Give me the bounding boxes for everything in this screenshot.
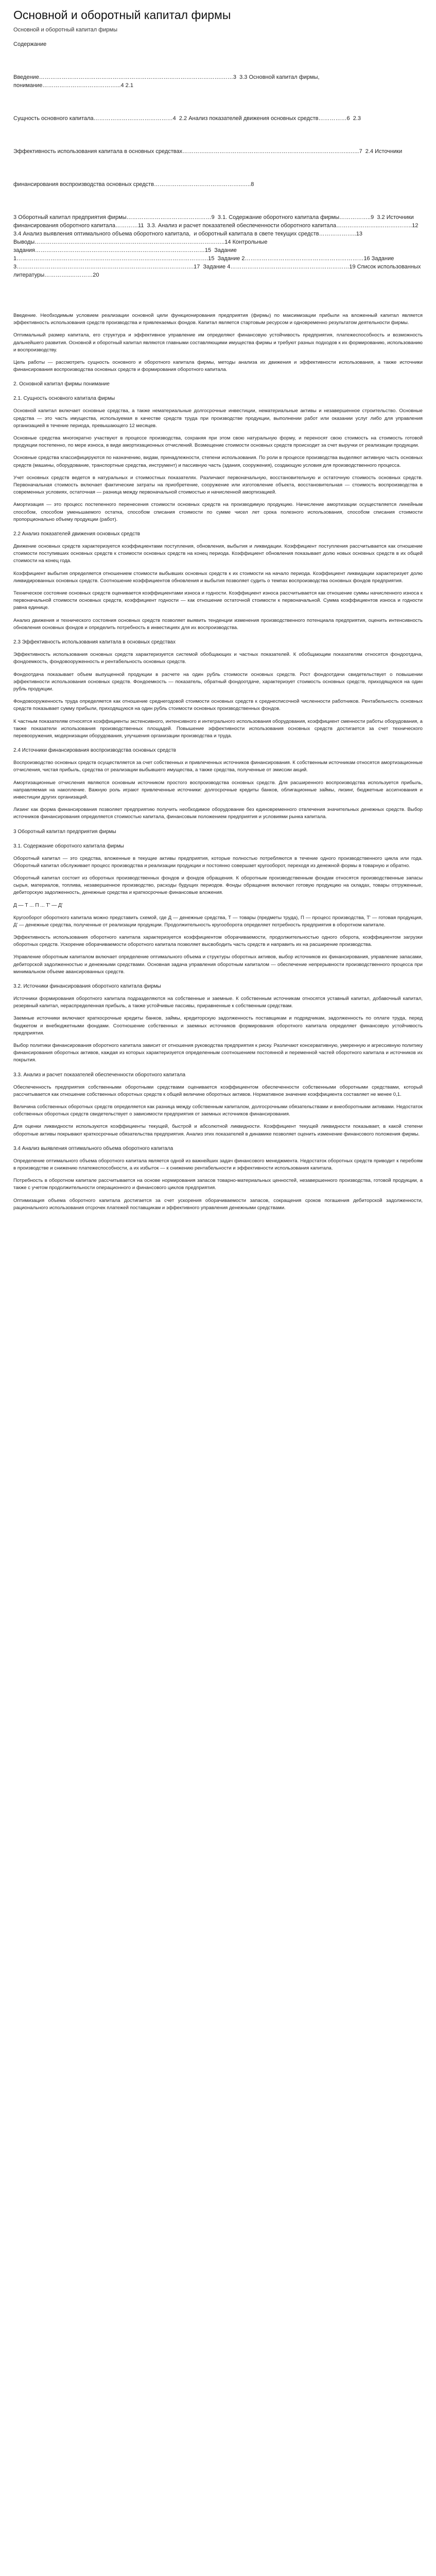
- paragraph: Оборотный капитал — это средства, вложенные в текущие активы предприятия, которые полностью потребляются в течение одного производственного цикла или года. Оборотный капитал обслуживает процесс производства и реализации продукции и постоянно совершает кругооборот, переходя из денежной формы в товарную и обратно.: [13, 855, 423, 869]
- paragraph: Для оценки ликвидности используются коэффициенты текущей, быстрой и абсолютной ликвидности. Коэффициент текущей ликвидности показывает, в какой степени оборотные активы покрывают краткосрочные обязательства предприятия. Анализ этих показателей в динамике позволяет оценить изменение финансового положения фирмы.: [13, 1124, 423, 1137]
- paragraph: Основные средства классифицируются по назначению, видам, принадлежности, степени использования. По роли в процессе производства выделяют активную часть основных средств (машины, оборудование, транспортные средства, инструмент) и пассивную часть (здания, сооружения), создающую условия для производственного процесса.: [13, 455, 423, 468]
- paragraph: Учет основных средств ведется в натуральных и стоимостных показателях. Различают первоначальную, восстановительную и остаточную стоимость основных средств. Первоначальная стоимость включает фактические затраты на приобретение, сооружение или изготовление объекта, восстановительная — стоимость воспроизводства в современных условиях, остаточная — разница между первоначальной стоимостью и начисленной амортизацией.: [13, 474, 423, 496]
- paragraph: Оптимальный размер капитала, его структура и эффективное управление им определяют финансовую устойчивость предприятия, платежеспособность и возможность дальнейшего развития. Основной и оборотный капитал являются главными составляющими имущества фирмы и требуют разных подходов к их формированию, использованию и воспроизводству.: [13, 332, 423, 353]
- paragraph: Величина собственных оборотных средств определяется как разница между собственным капиталом, долгосрочными обязательствами и внеоборотными активами. Недостаток собственных оборотных средств свидетельствует о зависимости предприятия от заемных источников финансирования.: [13, 1104, 423, 1117]
- paragraph: Введение. Необходимым условием реализации основной цели функционирования предприятия (фирмы) по максимизации прибыли на вложенный капитал является эффективность использования средств производства и привлекаемых фондов. Капитал является стартовым ресурсом и одновременно результатом деятельности фирмы.: [13, 313, 423, 326]
- paragraph: Цель работы — рассмотреть сущность основного и оборотного капитала фирмы, методы анализа их движения и эффективности использования, а также источники финансирования воспроизводства основных средств и формирования оборотного капитала.: [13, 360, 423, 373]
- toc-line: Эффективность использования капитала в основных средствах…………..………………………………………………….……………..…...7 2.4 Источники: [13, 148, 403, 155]
- paragraph: Определение оптимального объема оборотного капитала является одной из важнейших задач финансового менеджмента. Недостаток оборотных средств приводит к перебоям в производстве и снижению платежеспособности, а их избыток — к снижению рентабельности и эффективности использования капитала.: [13, 1158, 423, 1172]
- paragraph: Движение основных средств характеризуется коэффициентами поступления, обновления, выбытия и ликвидации. Коэффициент поступления рассчитывается как отношение стоимости поступивших основных средств к стоимости основных средств на конец периода. Коэффициент обновления показывает долю новых основных средств в их общей стоимости на конец года.: [13, 544, 423, 564]
- formula: Д — Т ... П ... Т' — Д': [13, 902, 63, 908]
- section-heading: 3.1. Содержание оборотного капитала фирмы: [13, 843, 124, 849]
- toc-line: Сущность основного капитала……………………………………4 2.2 Анализ показателей движения основных средств……………6 2.3: [13, 115, 361, 122]
- paragraph: Обеспеченность предприятия собственными оборотными средствами оценивается коэффициентом обеспеченности собственными оборотными средствами, который рассчитывается как отношение собственных оборотных средств к общей величине оборотных активов. Нормативное значение коэффициента составляет не менее 0,1.: [13, 1084, 423, 1097]
- paragraph: Выбор политики финансирования оборотного капитала зависит от отношения руководства предприятия к риску. Различают консервативную, умеренную и агрессивную политику финансирования оборотных активов, каждая из которых характеризуется определенным соотношением постоянной и переменной частей оборотного капитала и источников их покрытия.: [13, 1043, 423, 1063]
- paragraph: Основной капитал включает основные средства, а также нематериальные долгосрочные инвестиции, нематериальные активы и незавершенное строительство. Основные средства — это часть имущества, используемая в качестве средств труда при производстве продукции, выполнении работ или оказании услуг либо для управления организацией в течение периода, превышающего 12 месяцев.: [13, 408, 423, 429]
- paragraph: Техническое состояние основных средств оценивается коэффициентами износа и годности. Коэффициент износа рассчитывается как отношение суммы начисленного износа к первоначальной стоимости основных средств, коэффициент годности — как отношение остаточной стоимости к первоначальной. Сумма коэффициентов износа и годности равна единице.: [13, 590, 423, 611]
- toc-line: 3 Оборотный капитал предприятия фирмы………………………………………9 3.1. Содержание оборотного капитала фирмы……………..9 3.2 Источники финансирования оборотного капитала…………11 3.3. Анализ и расчет показателей обеспеченности оборотного капитала…………………..……….……..12 3.4 Анализ выявления оптимального объема оборотного капитала, и оборотный капитала в свете текущих средств………………..13 Выводы………………………………………………………………………………………..14 Контрольные задания………………………………………………………………………………15 Задание 1……………………………………..………………………………………………….15 Задание 2………………………………………………………16 Задание 3………………………………………………………………………………….17 Задание 4………………………………………………………19 Список использованных литературы…………..…………20: [13, 214, 423, 278]
- section-heading: 3.4 Анализ выявления оптимального объема оборотного капитала: [13, 1145, 173, 1151]
- section-heading: 2.1. Сущность основного капитала фирмы: [13, 396, 115, 402]
- paragraph: Амортизационные отчисления являются основным источником простого воспроизводства основных средств. Для расширенного воспроизводства используется прибыль, направляемая на накопление. Важную роль играют привлеченные источники: долгосрочные кредиты банков, облигационные займы, лизинг, бюджетные ассигнования и инвестиции других организаций.: [13, 779, 423, 800]
- paragraph: Эффективность использования основных средств характеризуется системой обобщающих и частных показателей. К обобщающим показателям относятся фондоотдача, фондоемкость, фондовооруженность и рентабельность основных средств.: [13, 652, 423, 665]
- paragraph: Основные средства многократно участвуют в процессе производства, сохраняя при этом свою натуральную форму, и переносят свою стоимость на стоимость готовой продукции постепенно, по мере износа, в виде амортизационных отчислений. Возмещение стоимости основных средств происходит за счет выручки от реализации продукции.: [13, 435, 423, 449]
- toc-line: финансирования воспроизводства основных средств………………………………………..…..8: [13, 181, 254, 188]
- paragraph: Амортизация — это процесс постепенного перенесения стоимости основных средств на производимую продукцию. Начисление амортизации осуществляется линейным способом, способом уменьшаемого остатка, способом списания стоимости по сумме чисел лет срока полезного использования, способом списания стоимости пропорционально объему продукции (работ).: [13, 502, 423, 522]
- paragraph: Заемные источники включают краткосрочные кредиты банков, займы, кредиторскую задолженность поставщикам и подрядчикам, задолженность по оплате труда, перед бюджетом и внебюджетными фондами. Соотношение собственных и заемных источников формирования оборотного капитала определяет финансовую устойчивость предприятия.: [13, 1015, 423, 1036]
- paragraph: Фондовооруженность труда определяется как отношение среднегодовой стоимости основных средств к среднесписочной численности работников. Рентабельность основных средств показывает сумму прибыли, приходящуюся на один рубль стоимости основных производственных фондов.: [13, 699, 423, 712]
- section-heading: 2.2 Анализ показателей движения основных средств: [13, 531, 140, 537]
- paragraph: Потребность в оборотном капитале рассчитывается на основе нормирования запасов товарно-материальных ценностей, незавершенного производства, готовой продукции, а также с учетом продолжительности операционного и финансового циклов предприятия.: [13, 1178, 423, 1191]
- table-of-contents: [13, 57, 423, 304]
- section-heading: 3.2. Источники финансирования оборотного капитала фирмы: [13, 983, 161, 989]
- paragraph: Анализ движения и технического состояния основных средств позволяет выявить тенденции изменения производственного потенциала предприятия, оценить интенсивность обновления основных фондов и определить потребность в инвестициях для их воспроизводства.: [13, 617, 423, 631]
- paragraph: Воспроизводство основных средств осуществляется за счет собственных и привлеченных источников финансирования. К собственным источникам относятся амортизационные отчисления, чистая прибыль, средства от реализации выбывшего имущества, а также средства, полученные от эмиссии акций.: [13, 760, 423, 773]
- body-text: [13, 312, 423, 1212]
- paragraph: Кругооборот оборотного капитала можно представить схемой, где Д — денежные средства, Т — товары (предметы труда), П — процесс производства, Т' — готовая продукция, Д' — денежные средства, полученные от реализации продукции. Продолжительность кругооборота определяет потребность предприятия в оборотном капитале.: [13, 914, 423, 928]
- paragraph: Управление оборотным капиталом включает определение оптимального объема и структуры оборотных активов, выбор источников их финансирования, управление запасами, дебиторской задолженностью и денежными средствами. Основная задача управления оборотным капиталом — обеспечение непрерывности производственного процесса при минимальном объеме авансированных средств.: [13, 954, 423, 975]
- section-heading: 3.3. Анализ и расчет показателей обеспеченности оборотного капитала: [13, 1072, 186, 1078]
- section-heading: 3 Оборотный капитал предприятия фирмы: [13, 828, 116, 835]
- section-heading: 2.4 Источники финансирования воспроизводства основных средств: [13, 748, 176, 754]
- paragraph: Оборотный капитал состоит из оборотных производственных фондов и фондов обращения. К оборотным производственным фондам относятся производственные запасы сырья, материалов, топлива, незавершенное производство, расходы будущих периодов. Фонды обращения включают готовую продукцию на складах, товары отгруженные, дебиторскую задолженность, денежные средства и краткосрочные финансовые вложения.: [13, 875, 423, 896]
- paragraph: К частным показателям относятся коэффициенты экстенсивного, интенсивного и интегрального использования оборудования, коэффициент сменности работы оборудования, а также показатели использования производственных площадей. Повышение эффективности использования основных средств достигается за счет технического перевооружения, модернизации оборудования, улучшения организации производства и труда.: [13, 718, 423, 739]
- paragraph: Лизинг как форма финансирования позволяет предприятию получить необходимое оборудование без единовременного отвлечения значительных денежных средств. Выбор источников финансирования определяется стоимостью капитала, финансовым положением предприятия и условиями рынка капитала.: [13, 807, 423, 820]
- paragraph: Источники формирования оборотного капитала подразделяются на собственные и заемные. К собственным источникам относятся уставный капитал, добавочный капитал, резервный капитал, нераспределенная прибыль, а также устойчивые пассивы, приравненные к собственным средствам.: [13, 995, 423, 1009]
- paragraph: Коэффициент выбытия определяется отношением стоимости выбывших основных средств к их стоимости на начало периода. Коэффициент ликвидации характеризует долю ликвидированных основных средств. Соотношение коэффициентов обновления и выбытия позволяет судить о темпах воспроизводства основных фондов предприятия.: [13, 570, 423, 584]
- toc-line: Введение…………………………………………………………………………………….……3 3.3 Основной капитал фирмы, понимание…………………………………...4 2.1: [13, 74, 321, 89]
- paragraph: Эффективность использования оборотного капитала характеризуется коэффициентом оборачиваемости, продолжительностью одного оборота, коэффициентом загрузки оборотных средств. Ускорение оборачиваемости оборотного капитала позволяет высвободить часть средств и направить их на расширение производства.: [13, 934, 423, 948]
- toc-heading: Содержание: [13, 41, 47, 47]
- page-subtitle: Основной и оборотный капитал фирмы: [13, 27, 117, 33]
- page-title: Основной и оборотный капитал фирмы: [13, 8, 231, 22]
- paragraph: Фондоотдача показывает объем выпущенной продукции в расчете на один рубль стоимости основных средств. Рост фондоотдачи свидетельствует о повышении эффективности использования основных средств. Фондоемкость — показатель, обратный фондоотдаче, характеризует стоимость основных средств, приходящуюся на один рубль продукции.: [13, 671, 423, 692]
- section-heading: 2.3 Эффективность использования капитала в основных средствах: [13, 639, 176, 646]
- section-heading: 2. Основной капитал фирмы понимание: [13, 381, 110, 387]
- paragraph: Оптимизация объема оборотного капитала достигается за счет ускорения оборачиваемости запасов, сокращения сроков погашения дебиторской задолженности, рационального использования отсрочек платежей поставщикам и эффективного управления денежными средствами.: [13, 1197, 423, 1211]
